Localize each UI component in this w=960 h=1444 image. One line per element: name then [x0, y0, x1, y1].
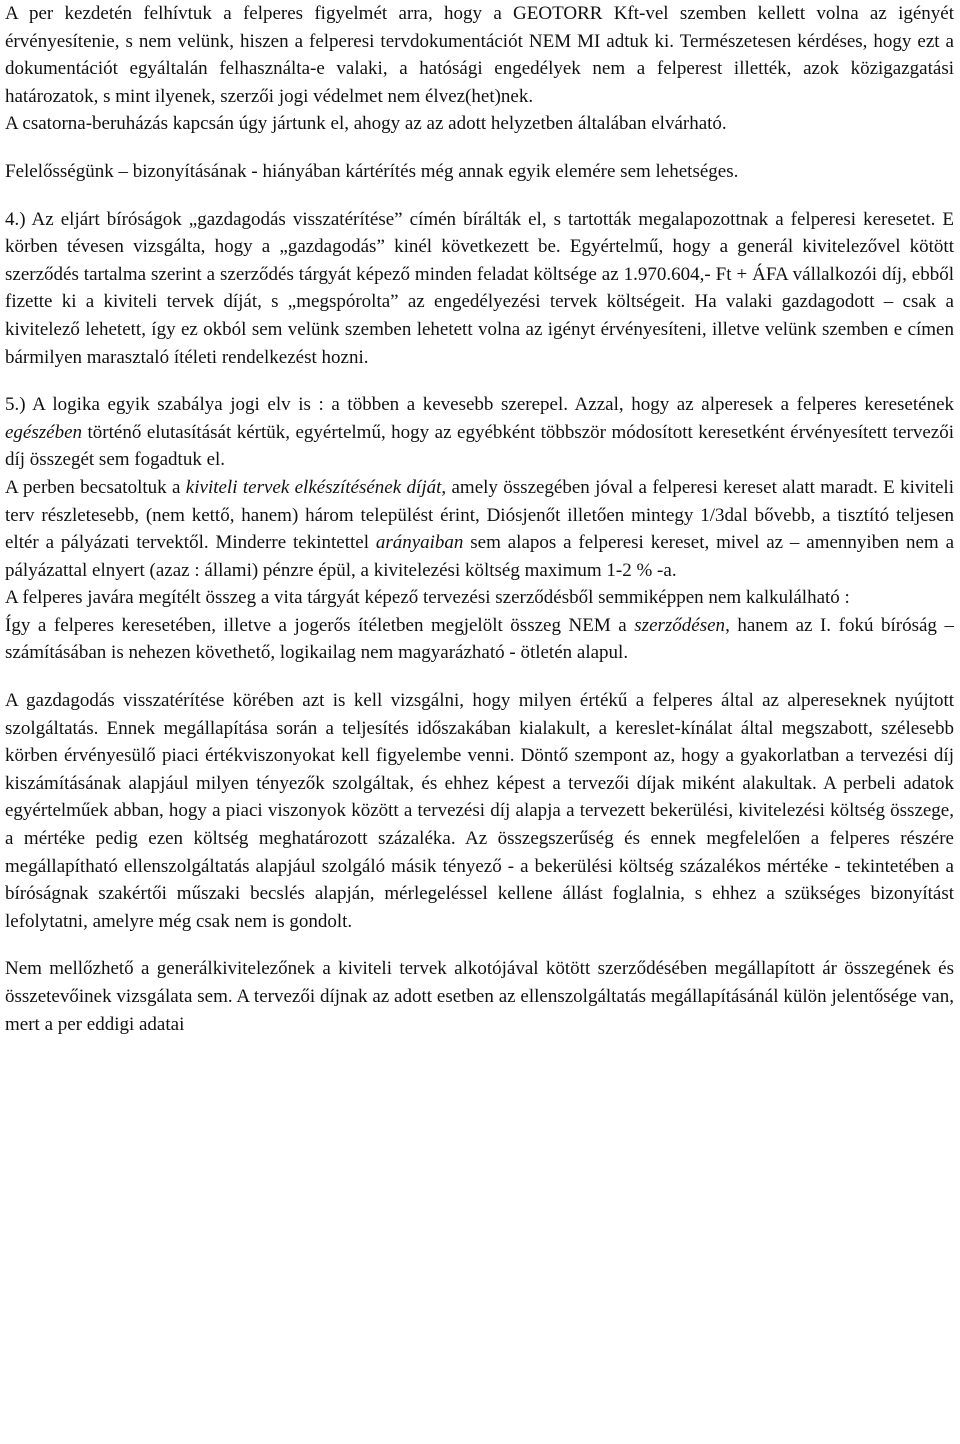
- paragraph-kiviteli-tervek: [5, 474, 954, 584]
- emphasis-text: szerződésen: [634, 614, 726, 636]
- paragraph-csatorna: A csatorna-beruházás kapcsán úgy jártunk el, ahogy az az adott helyzetben általában elvárható.: [5, 113, 727, 135]
- emphasis-text: arányaiban: [375, 532, 464, 554]
- emphasis-text: egészében: [5, 421, 83, 443]
- paragraph-generalkivitelezo: Nem mellőzhető a generálkivitelezőnek a kiviteli tervek alkotójával kötött szerződésében megállapított ár összegének és összetevőinek vizsgálata sem. A tervezői díjnak az adott esetben az ellenszolgáltatás megállapításánál külön jelentősége van, mert a per eddigi adatai: [5, 958, 954, 1035]
- paragraph-point-5: [5, 391, 954, 474]
- text-run: Így a felperes keresetében, illetve a jogerős ítéletben megjelölt összeg NEM a: [5, 614, 635, 636]
- text-run: , hanem az I. fokú bíróság – számításában is nehezen követhető, logikailag nem magyarázható - ötletén alapul.: [5, 614, 954, 664]
- paragraph-megitelt-osszeg: A felperes javára megítélt összeg a vita tárgyát képező tervezési szerződésből semmiképpen nem kalkulálható :: [5, 587, 850, 609]
- paragraph-felelosseg: Felelősségünk – bizonyításának - hiányában kártérítés még annak egyik elemére sem lehetséges.: [5, 160, 739, 182]
- text-run: , amely összegében jóval a felperesi kereset alatt maradt. E kiviteli terv részletesebb, (nem kettő, hanem) három települést érint, Diósjenőt illetően mintegy 1/3dal bővebb, a tisztító teljesen eltér a pályázati tervektől. Minderre tekintettel: [5, 476, 954, 554]
- paragraph-jogeros-itelet: [5, 612, 954, 667]
- text-run: történő elutasítását kértük, egyértelmű, hogy az egyébként többször módosított keresetként érvényesített tervezői díj összegét sem fogadtuk el.: [5, 421, 954, 471]
- paragraph-geotorr: A per kezdetén felhívtuk a felperes figyelmét arra, hogy a GEOTORR Kft-vel szemben kellett volna az igényét érvényesítenie, s nem velünk, hiszen a felperesi tervdokumentációt NEM MI adtuk ki. Természetesen kérdéses, hogy ezt a dokumentációt egyáltalán felhasználta-e valaki, a hatósági engedélyek nem a felperest illették, azok közigazgatási határozatok, s mint ilyenek, szerzői jogi védelmet nem élvez(het)nek.: [5, 3, 954, 107]
- paragraph-point-4: 4.) Az eljárt bíróságok „gazdagodás visszatérítése” címén bírálták el, s tartották megalapozottnak a felperesi keresetet. E körben tévesen vizsgálta, hogy a „gazdagodás” kinél következett be. Egyértelmű, hogy a generál kivitelezővel kötött szerződés tartalma szerint a szerződés tárgyát képező minden feladat költsége az 1.970.604,- Ft + ÁFA vállalkozói díj, ebből fizette ki a kiviteli tervek díját, s „megspórolta” az engedélyezési tervek költségeit. Ha valaki gazdagodott – csak a kivitelező lehetett, így ez okból sem velünk szemben lehetett volna az igényt érvényesíteni, illetve velünk szemben e címen bármilyen marasztaló ítéleti rendelkezést hozni.: [5, 208, 954, 368]
- paragraph-gazdagodas: A gazdagodás visszatérítése körében azt is kell vizsgálni, hogy milyen értékű a felperes által az alpereseknek nyújtott szolgáltatás. Ennek megállapítása során a teljesítés időszakában kialakult, a kereslet-kínálat által megszabott, szélesebb körben érvényesülő piaci értékviszonyokat kell figyelembe venni. Döntő szempont az, hogy a gyakorlatban a tervezési díj kiszámításának alapjául milyen tényezők szolgáltak, és ehhez képest a tervezői díjak miként alakultak. A perbeli adatok egyértelműek abban, hogy a piaci viszonyok között a tervezési díj alapja a tervezett bekerülési, kivitelezési költség összege, a mértéke pedig ezen költség meghatározott százaléka. Az összegszerűség és ennek megfelelően a felperes részére megállapítható ellenszolgáltatás alapjául szolgáló másik tényező - a bekerülési költség százalékos mértéke - tekintetében a bíróságnak szakértői műszaki becslés alapján, mérlegeléssel kellene állást foglalnia, s ehhez a szükséges bizonyítást lefolytatni, amelyre még csak nem is gondolt.: [5, 690, 954, 932]
- text-run: sem alapos a felperesi kereset, mivel az – amennyiben nem a pályázattal elnyert (azaz : állami) pénzre épül, a kivitelezési költség maximum 1-2 % -a.: [5, 532, 955, 581]
- text-run: A perben becsatoltuk a: [5, 476, 186, 498]
- emphasis-text: kiviteli tervek elkészítésének díját: [185, 476, 442, 498]
- text-run: 5.) A logika egyik szabálya jogi elv is : a többen a kevesebb szerepel. Azzal, hogy az alperesek a felperes keresetének: [5, 394, 954, 416]
